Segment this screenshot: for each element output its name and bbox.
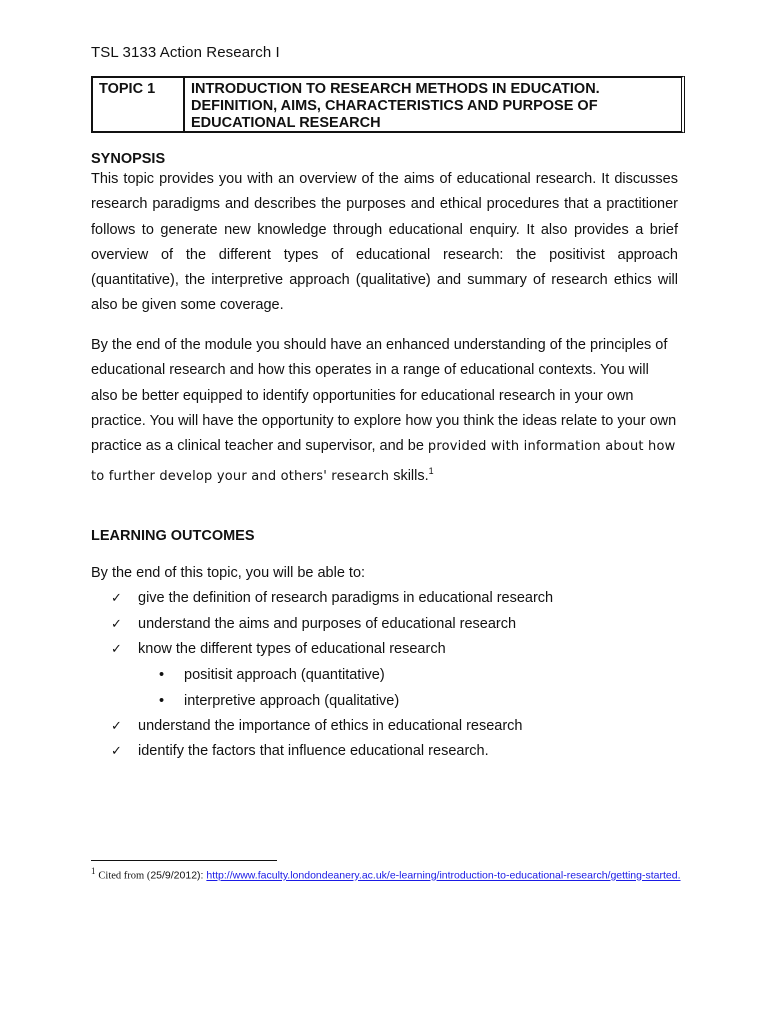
outcome-text: give the definition of research paradigms in educational research [138,590,554,607]
check-icon: ✓ [111,719,122,735]
bullet-icon: • [159,667,165,684]
learning-outcomes-list-continued [91,714,678,765]
footnote-divider [91,860,277,861]
module-paragraph [91,333,678,490]
learning-outcomes-section [91,528,678,544]
outcome-text: understand the aims and purposes of educational research [138,615,517,632]
check-icon: ✓ [111,591,122,607]
module-paragraph-alt-text: provided with information about how to further develop your and others' research [91,439,676,485]
check-icon: ✓ [111,744,122,760]
page-header: TSL 3133 Action Research I [91,44,280,61]
list-item [91,714,678,739]
list-item [91,637,678,662]
synopsis-heading: SYNOPSIS [91,151,166,167]
synopsis-section [91,151,678,319]
learning-outcomes-heading: LEARNING OUTCOMES [91,528,255,544]
footnote [91,866,681,882]
check-icon: ✓ [111,641,122,657]
list-item [91,688,678,714]
sub-item-text: positisit approach (quantitative) [184,667,385,684]
check-icon: ✓ [111,616,122,632]
outcome-text: understand the importance of ethics in educational research [138,718,523,735]
footnote-date: 25/9/2012): [150,869,207,882]
outcome-text: identify the factors that influence educational research. [138,743,489,760]
outcome-text: know the different types of educational research [138,640,446,657]
module-paragraph-end: skills. [393,468,429,485]
list-item [91,739,678,764]
learning-outcomes-intro: By the end of this topic, you will be able to: [91,565,366,581]
bullet-icon: • [159,693,165,710]
module-paragraph-text: By the end of the module you should have an enhanced understanding of the principles of educational research and how this operates in a range of educational contexts. You will also be better equipped to identify opportunities for educational research in your own practice. You will have the opportunity to explore how you think the ideas relate to your own practice as a clinical teacher and supervisor, and be [91,337,677,455]
learning-outcomes-list-section [91,561,678,765]
list-item [91,586,678,611]
topic-title: INTRODUCTION TO RESEARCH METHODS IN EDUCATION. DEFINITION, AIMS, CHARACTERISTICS AND PURPOSE OF EDUCATIONAL RESEARCH [191,81,600,131]
research-types-list [91,662,678,714]
list-item [91,612,678,637]
footnote-reference[interactable]: 1 [428,466,434,477]
topic-label: TOPIC 1 [93,78,185,131]
synopsis-paragraph: This topic provides you with an overview of the aims of educational research. It discusses research paradigms and describes the purposes and ethical procedures that a practitioner follows to generate new knowledge through educational enquiry. It also provides a brief overview of the different types of educational research: the positivist approach (quantitative), the interpretive approach (qualitative) and summary of research ethics will also be given some coverage. [91,171,678,314]
list-item [91,662,678,688]
sub-item-text: interpretive approach (qualitative) [184,693,400,710]
footnote-marker: 1 [91,866,96,876]
learning-outcomes-list [91,586,678,662]
topic-box [91,76,685,133]
footnote-cited-prefix: Cited from ( [98,870,151,882]
footnote-link[interactable]: http://www.faculty.londondeanery.ac.uk/e-learning/introduction-to-educational-research/getting-started. [206,869,681,882]
